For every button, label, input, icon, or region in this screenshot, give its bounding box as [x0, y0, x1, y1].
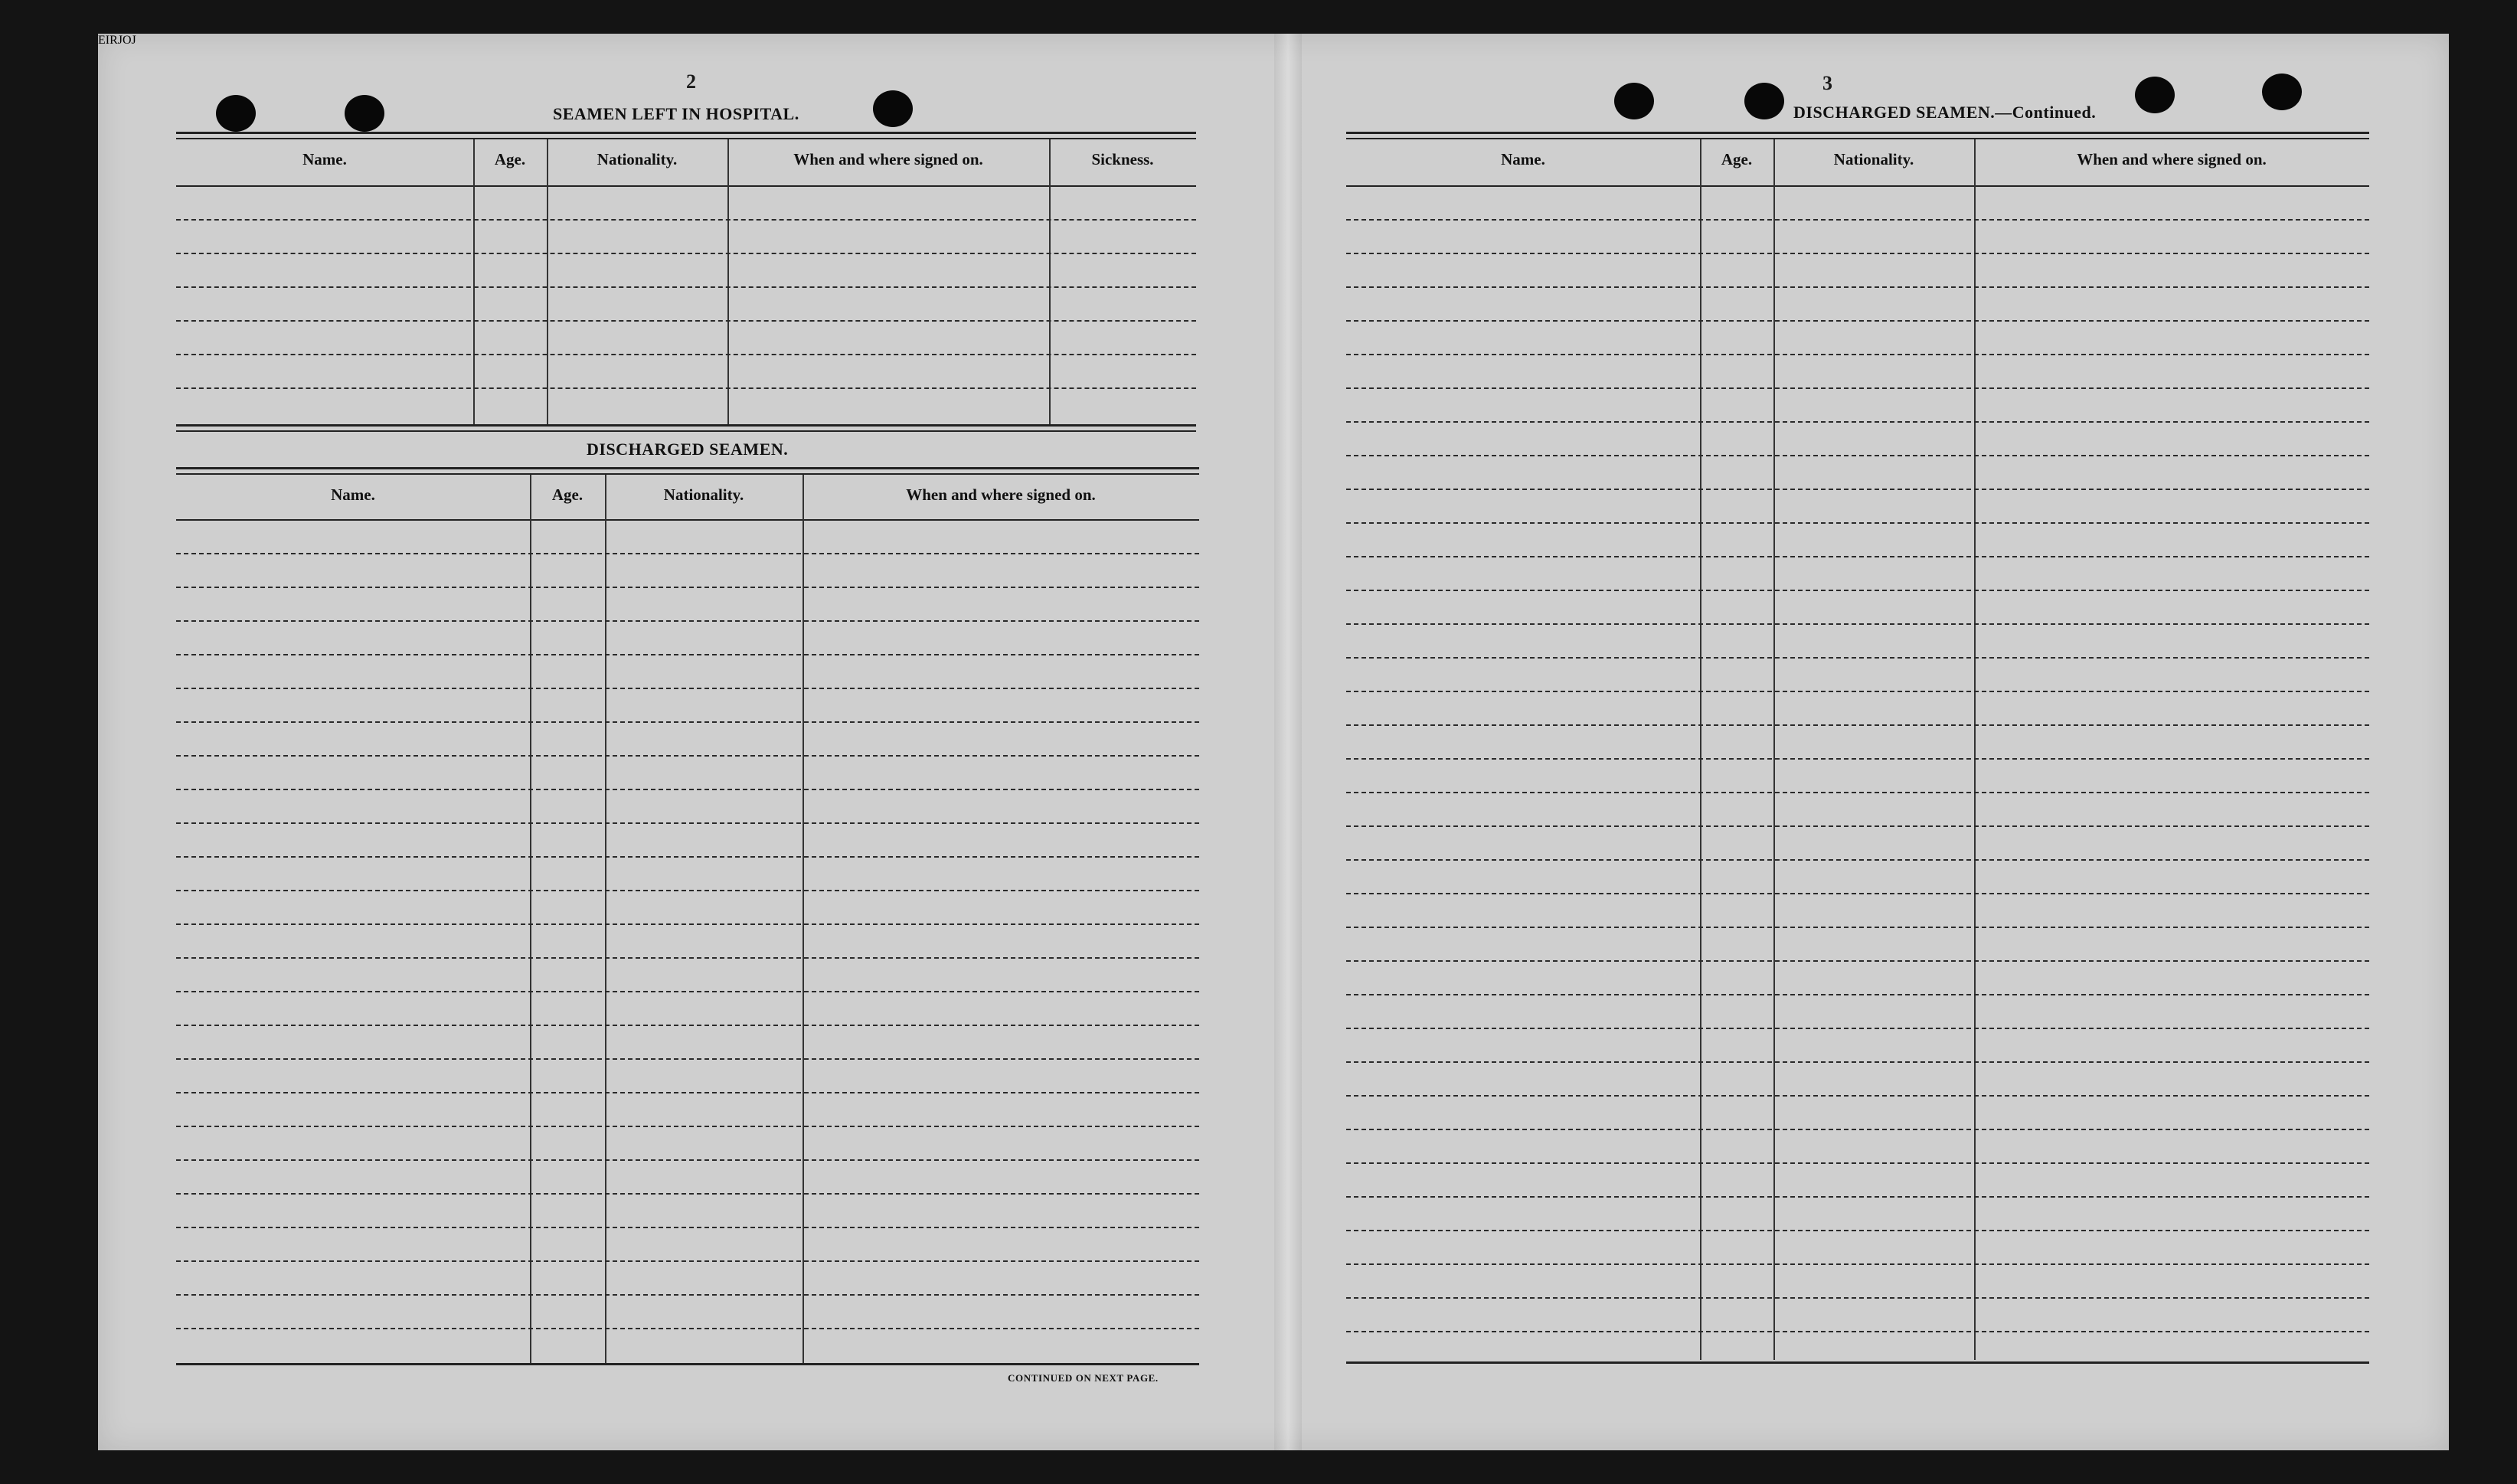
entry-line — [1346, 522, 2369, 524]
hospital-section-title: SEAMEN LEFT IN HOSPITAL. — [553, 104, 799, 123]
entry-line — [1346, 859, 2369, 861]
entry-line — [1346, 1263, 2369, 1265]
entry-line — [176, 1159, 1199, 1161]
entry-line — [1346, 556, 2369, 557]
entry-line — [176, 320, 1196, 322]
entry-line — [1346, 320, 2369, 322]
document-sheet: EIRJOJ 2 SEAMEN LEFT IN HOSPITAL. Name. Age. Nationality. When and where signed on. Sickness. DISCHARGED SEAMEN. Name. Age. Nationality. When and where signed on. CONTINUED ON NEXT PAGE. 3 DISCHARGED SEAMEN.—Continued. Name. Age. Nationality. When and where signed on. — [98, 34, 2449, 1450]
continued-note: CONTINUED ON NEXT PAGE. — [1008, 1372, 1159, 1384]
entry-line — [1346, 960, 2369, 962]
entry-line — [1346, 1129, 2369, 1130]
entry-line — [1346, 1061, 2369, 1063]
column-header-signed-on: When and where signed on. — [793, 150, 983, 168]
column-header-age: Age. — [494, 150, 526, 168]
entry-line — [1346, 219, 2369, 221]
entry-line — [176, 354, 1196, 355]
table-rule — [176, 132, 1196, 134]
entry-line — [176, 253, 1196, 254]
entry-line — [1346, 455, 2369, 456]
entry-line — [176, 1294, 1199, 1296]
entry-line — [1346, 1196, 2369, 1198]
column-divider — [1773, 139, 1775, 1360]
column-header-nationality: Nationality. — [663, 485, 744, 504]
entry-line — [1346, 893, 2369, 894]
column-divider — [1974, 139, 1976, 1360]
column-header-name: Name. — [302, 150, 347, 168]
entry-line — [1346, 623, 2369, 625]
entry-line — [176, 286, 1196, 288]
page-fold — [1274, 34, 1302, 1450]
page-number: 2 — [686, 70, 696, 93]
table-rule — [176, 138, 1196, 139]
column-divider — [605, 475, 606, 1365]
entry-line — [176, 1328, 1199, 1329]
entry-line — [1346, 387, 2369, 389]
column-header-sickness: Sickness. — [1091, 150, 1154, 168]
column-divider — [1700, 139, 1701, 1360]
entry-line — [1346, 994, 2369, 995]
entry-line — [1346, 691, 2369, 692]
entry-line — [1346, 421, 2369, 423]
entry-line — [1346, 354, 2369, 355]
entry-line — [1346, 927, 2369, 928]
column-header-name: Name. — [1501, 150, 1545, 168]
punch-hole — [216, 95, 256, 132]
table-rule — [1346, 138, 2369, 139]
entry-line — [176, 654, 1199, 655]
header-underline — [176, 185, 1196, 187]
column-header-name: Name. — [331, 485, 375, 504]
entry-line — [176, 923, 1199, 925]
entry-line — [1346, 286, 2369, 288]
entry-line — [1346, 1095, 2369, 1097]
punch-hole — [873, 90, 913, 127]
section-rule — [176, 430, 1196, 432]
entry-line — [176, 1193, 1199, 1195]
column-header-nationality: Nationality. — [597, 150, 678, 168]
entry-line — [176, 822, 1199, 824]
entry-line — [176, 991, 1199, 992]
entry-line — [1346, 1331, 2369, 1332]
entry-line — [176, 219, 1196, 221]
column-divider — [727, 139, 729, 424]
entry-line — [176, 1058, 1199, 1060]
entry-line — [1346, 657, 2369, 659]
entry-line — [1346, 758, 2369, 760]
column-divider — [802, 475, 804, 1365]
table-bottom-rule — [176, 1363, 1199, 1365]
entry-line — [1346, 1230, 2369, 1231]
punch-hole — [2262, 74, 2302, 110]
table-rule — [176, 467, 1199, 469]
entry-line — [1346, 792, 2369, 793]
section-rule — [176, 424, 1196, 427]
entry-line — [1346, 825, 2369, 827]
column-divider — [1049, 139, 1051, 424]
column-header-signed-on: When and where signed on. — [2077, 150, 2267, 168]
entry-line — [176, 789, 1199, 790]
punch-hole — [1614, 83, 1654, 119]
header-underline — [176, 519, 1199, 521]
header-underline — [1346, 185, 2369, 187]
column-header-signed-on: When and where signed on. — [906, 485, 1096, 504]
entry-line — [1346, 590, 2369, 591]
column-header-nationality: Nationality. — [1833, 150, 1914, 168]
entry-line — [176, 587, 1199, 588]
punch-hole — [1744, 83, 1784, 119]
column-divider — [530, 475, 531, 1365]
punch-hole — [2135, 77, 2175, 113]
entry-line — [1346, 1162, 2369, 1164]
entry-line — [176, 387, 1196, 389]
entry-line — [176, 1025, 1199, 1026]
entry-line — [176, 1126, 1199, 1127]
entry-line — [1346, 724, 2369, 726]
discharged-section-title: DISCHARGED SEAMEN. — [587, 440, 789, 459]
entry-line — [176, 856, 1199, 858]
entry-line — [1346, 1297, 2369, 1299]
entry-line — [1346, 1028, 2369, 1029]
table-rule — [1346, 132, 2369, 134]
entry-line — [1346, 489, 2369, 490]
entry-line — [176, 688, 1199, 689]
table-rule — [176, 473, 1199, 475]
entry-line — [176, 553, 1199, 554]
column-divider — [547, 139, 548, 424]
entry-line — [176, 957, 1199, 959]
entry-line — [176, 890, 1199, 891]
entry-line — [176, 1092, 1199, 1093]
column-divider — [473, 139, 475, 424]
punch-hole — [345, 95, 384, 132]
column-header-age: Age. — [551, 485, 583, 504]
page-number: 3 — [1822, 72, 1832, 94]
entry-line — [176, 755, 1199, 757]
entry-line — [176, 721, 1199, 723]
entry-line — [1346, 253, 2369, 254]
discharged-continued-title: DISCHARGED SEAMEN.—Continued. — [1793, 103, 2097, 122]
entry-line — [176, 1260, 1199, 1262]
column-header-age: Age. — [1721, 150, 1753, 168]
entry-line — [176, 1227, 1199, 1228]
table-bottom-rule — [1346, 1361, 2369, 1364]
entry-line — [176, 620, 1199, 622]
